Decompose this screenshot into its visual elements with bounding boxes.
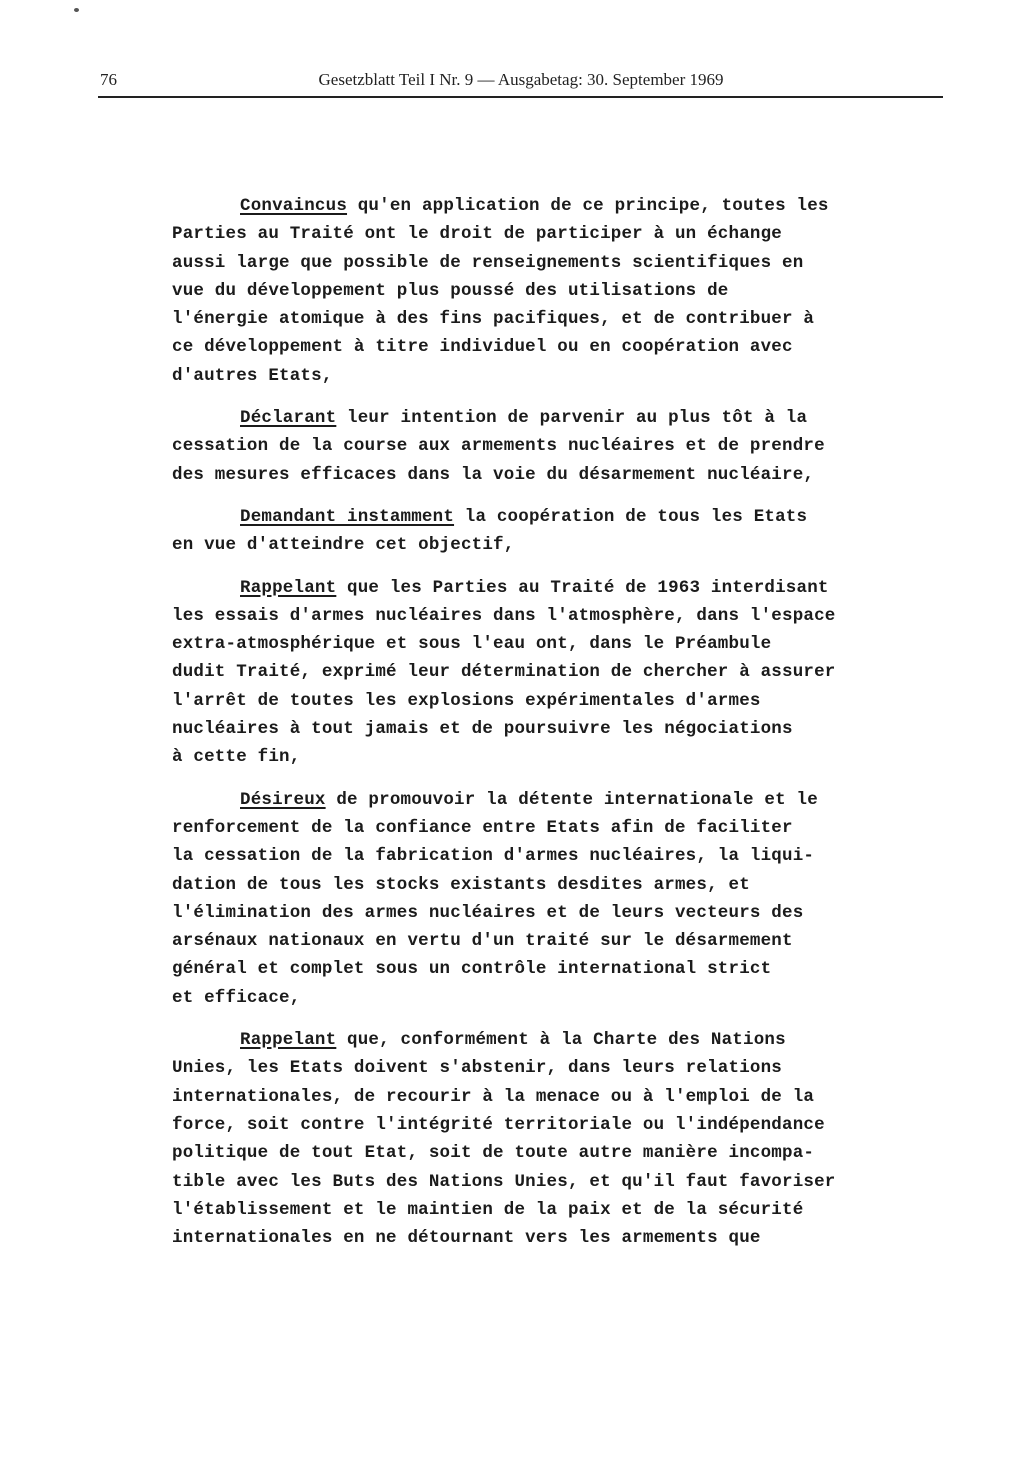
paragraph-first-line [172,574,872,602]
paragraph-line: ce développement à titre individuel ou en coopération avec [172,337,793,358]
paragraph-line: et efficace, [172,987,301,1008]
paragraph-demandant [172,503,872,560]
paragraph-line: en vue d'atteindre cet objectif, [172,535,515,556]
paragraph-line: tible avec les Buts des Nations Unies, et qu'il faut favoriser [172,1171,836,1192]
paragraph-first-line-rest: qu'en application de ce principe, toutes les [347,196,829,216]
paragraph-desireux [172,786,872,1012]
paragraph-line: Unies, les Etats doivent s'abstenir, dans leurs relations [172,1058,782,1079]
paragraph-line: dation de tous les stocks existants desdites armes, et [172,874,750,895]
paragraph-line: dudit Traité, exprimé leur détermination de chercher à assurer [172,662,836,683]
paragraph-first-line [172,192,872,220]
paragraph-first-line-rest: leur intention de parvenir au plus tôt à la [336,408,808,429]
paragraph-declarant [172,404,872,489]
paragraph-first-line-rest: que les Parties au Traité de 1963 interdisant [336,577,829,598]
header-rule [98,96,943,98]
paragraph-line: des mesures efficaces dans la voie du désarmement nucléaire, [172,464,815,485]
paragraph-first-line [172,404,872,432]
scan-speck-mark [74,8,79,12]
paragraph-first-line [172,503,872,531]
paragraph-line: internationales en ne détournant vers les armements que [172,1228,761,1249]
paragraph-line: aussi large que possible de renseignements scientifiques en [172,252,804,273]
paragraph-line: arsénaux nationaux en vertu d'un traité sur le désarmement [172,931,793,952]
paragraph-convaincus [172,192,872,390]
paragraph-line: politique de tout Etat, soit de toute autre manière incompa- [172,1143,815,1164]
paragraph-line: Parties au Traité ont le droit de participer à un échange [172,224,782,245]
paragraph-line: l'établissement et le maintien de la paix et de la sécurité [172,1199,804,1220]
paragraph-lead-word: Demandant instamment [240,506,455,527]
paragraph-first-line-rest: la coopération de tous les Etats [454,506,808,527]
paragraph-line: internationales, de recourir à la menace ou à l'emploi de la [172,1086,815,1107]
paragraph-line: la cessation de la fabrication d'armes nucléaires, la liqui- [172,846,815,867]
paragraph-first-line [172,1026,872,1054]
paragraph-line: nucléaires à tout jamais et de poursuivre les négociations [172,719,793,740]
paragraph-line: extra-atmosphérique et sous l'eau ont, dans le Préambule [172,634,772,655]
paragraph-line: l'énergie atomique à des fins pacifiques, et de contribuer à [172,309,815,330]
header-title: Gesetzblatt Teil I Nr. 9 — Ausgabetag: 30. September 1969 [318,70,724,89]
paragraph-line: les essais d'armes nucléaires dans l'atmosphère, dans l'espace [172,605,836,626]
page-number: 76 [100,70,117,89]
paragraph-rappelant-charte [172,1026,872,1252]
paragraph-lead-word: Rappelant [240,1030,337,1051]
paragraph-first-line-rest: de promouvoir la détente internationale et le [325,789,818,810]
paragraph-lead-word: Rappelant [240,577,337,598]
paragraph-line: l'élimination des armes nucléaires et de leurs vecteurs des [172,902,804,923]
paragraph-lead-word: Convaincus [240,196,348,216]
paragraph-lead-word: Désireux [240,789,326,810]
paragraph-line: à cette fin, [172,747,301,768]
page-header [100,70,942,96]
paragraph-line: d'autres Etats, [172,365,333,386]
paragraph-line: cessation de la course aux armements nucléaires et de prendre [172,436,825,457]
paragraph-lead-word: Déclarant [240,408,337,429]
paragraph-rappelant-1963 [172,574,872,772]
paragraph-line: l'arrêt de toutes les explosions expérimentales d'armes [172,690,761,711]
treaty-preamble-text [172,192,872,1266]
paragraph-first-line-rest: que, conformément à la Charte des Nations [336,1030,786,1051]
paragraph-line: général et complet sous un contrôle international strict [172,959,772,980]
paragraph-first-line [172,786,872,814]
paragraph-line: renforcement de la confiance entre Etats afin de faciliter [172,817,793,838]
paragraph-line: vue du développement plus poussé des utilisations de [172,280,729,301]
paragraph-line: force, soit contre l'intégrité territoriale ou l'indépendance [172,1114,825,1135]
